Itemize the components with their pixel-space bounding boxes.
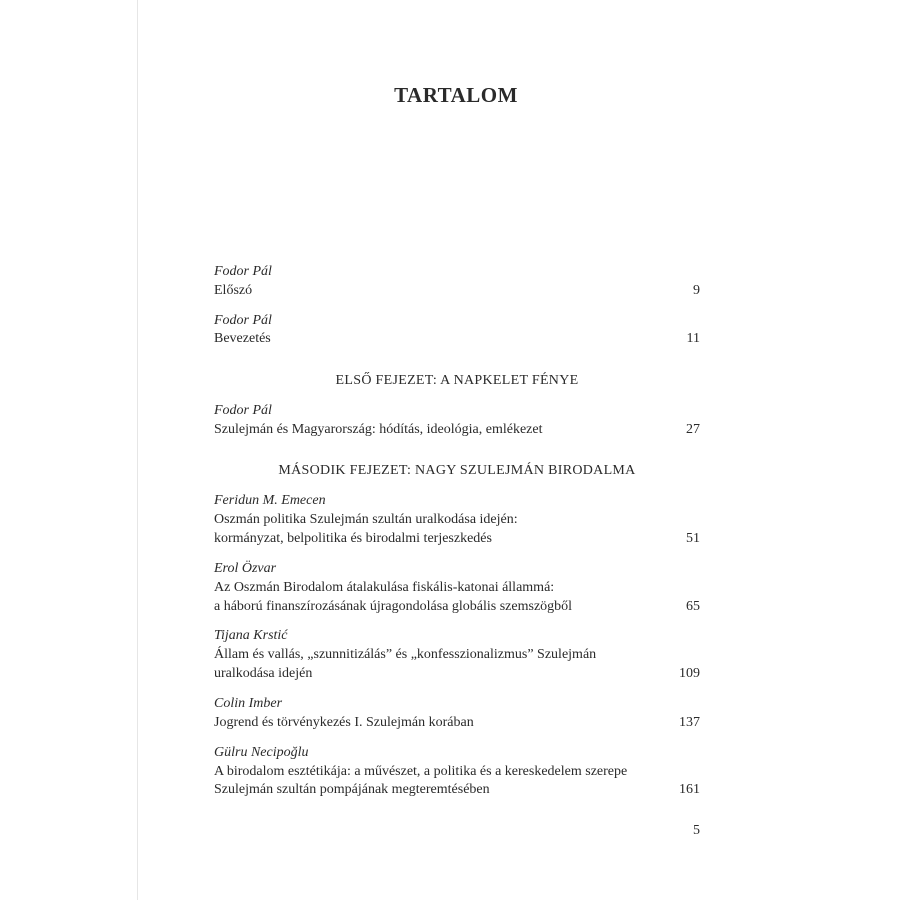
page-title: TARTALOM [394, 83, 518, 107]
entry-author: Tijana Krstić [214, 628, 288, 643]
entry-author: Fodor Pál [214, 264, 272, 279]
entry-title-continued: a háború finanszírozásának újragondolása globális szemszögből [214, 599, 573, 614]
page-spine [137, 0, 138, 900]
entry-page-number: 65 [686, 599, 700, 614]
entry-title: Oszmán politika Szulejmán szultán uralkodása idején: [214, 512, 518, 527]
entry-author: Gülru Necipoğlu [214, 745, 309, 760]
entry-author: Fodor Pál [214, 403, 272, 418]
entry-page-number: 27 [686, 422, 700, 437]
entry-page-number: 9 [693, 283, 700, 298]
entry-title: Szulejmán és Magyarország: hódítás, ideológia, emlékezet [214, 422, 543, 437]
entry-author: Feridun M. Emecen [214, 493, 326, 508]
entry-page-number: 51 [686, 531, 700, 546]
entry-page-number: 109 [679, 666, 700, 681]
entry-author: Fodor Pál [214, 313, 272, 328]
entry-title: Bevezetés [214, 331, 271, 346]
entry-title-continued: uralkodása idején [214, 666, 313, 681]
entry-title: Jogrend és törvénykezés I. Szulejmán korában [214, 715, 474, 730]
entry-title-continued: Szulejmán szultán pompájának megteremtésében [214, 782, 490, 797]
entry-title: Az Oszmán Birodalom átalakulása fiskális-katonai állammá: [214, 580, 555, 595]
entry-title: Előszó [214, 283, 253, 298]
entry-title: A birodalom esztétikája: a művészet, a politika és a kereskedelem szerepe [214, 764, 628, 779]
folio-page-number: 5 [693, 823, 700, 838]
chapter-heading: ELSŐ FEJEZET: A NAPKELET FÉNYE [335, 373, 579, 388]
entry-title: Állam és vallás, „szunnitizálás” és „konfesszionalizmus” Szulejmán [214, 647, 597, 662]
entry-title-continued: kormányzat, belpolitika és birodalmi terjeszkedés [214, 531, 492, 546]
entry-page-number: 11 [686, 331, 700, 346]
entry-page-number: 137 [679, 715, 700, 730]
entry-page-number: 161 [679, 782, 700, 797]
entry-author: Colin Imber [214, 696, 283, 711]
entry-author: Erol Özvar [214, 561, 277, 576]
chapter-heading: MÁSODIK FEJEZET: NAGY SZULEJMÁN BIRODALMA [278, 463, 636, 478]
